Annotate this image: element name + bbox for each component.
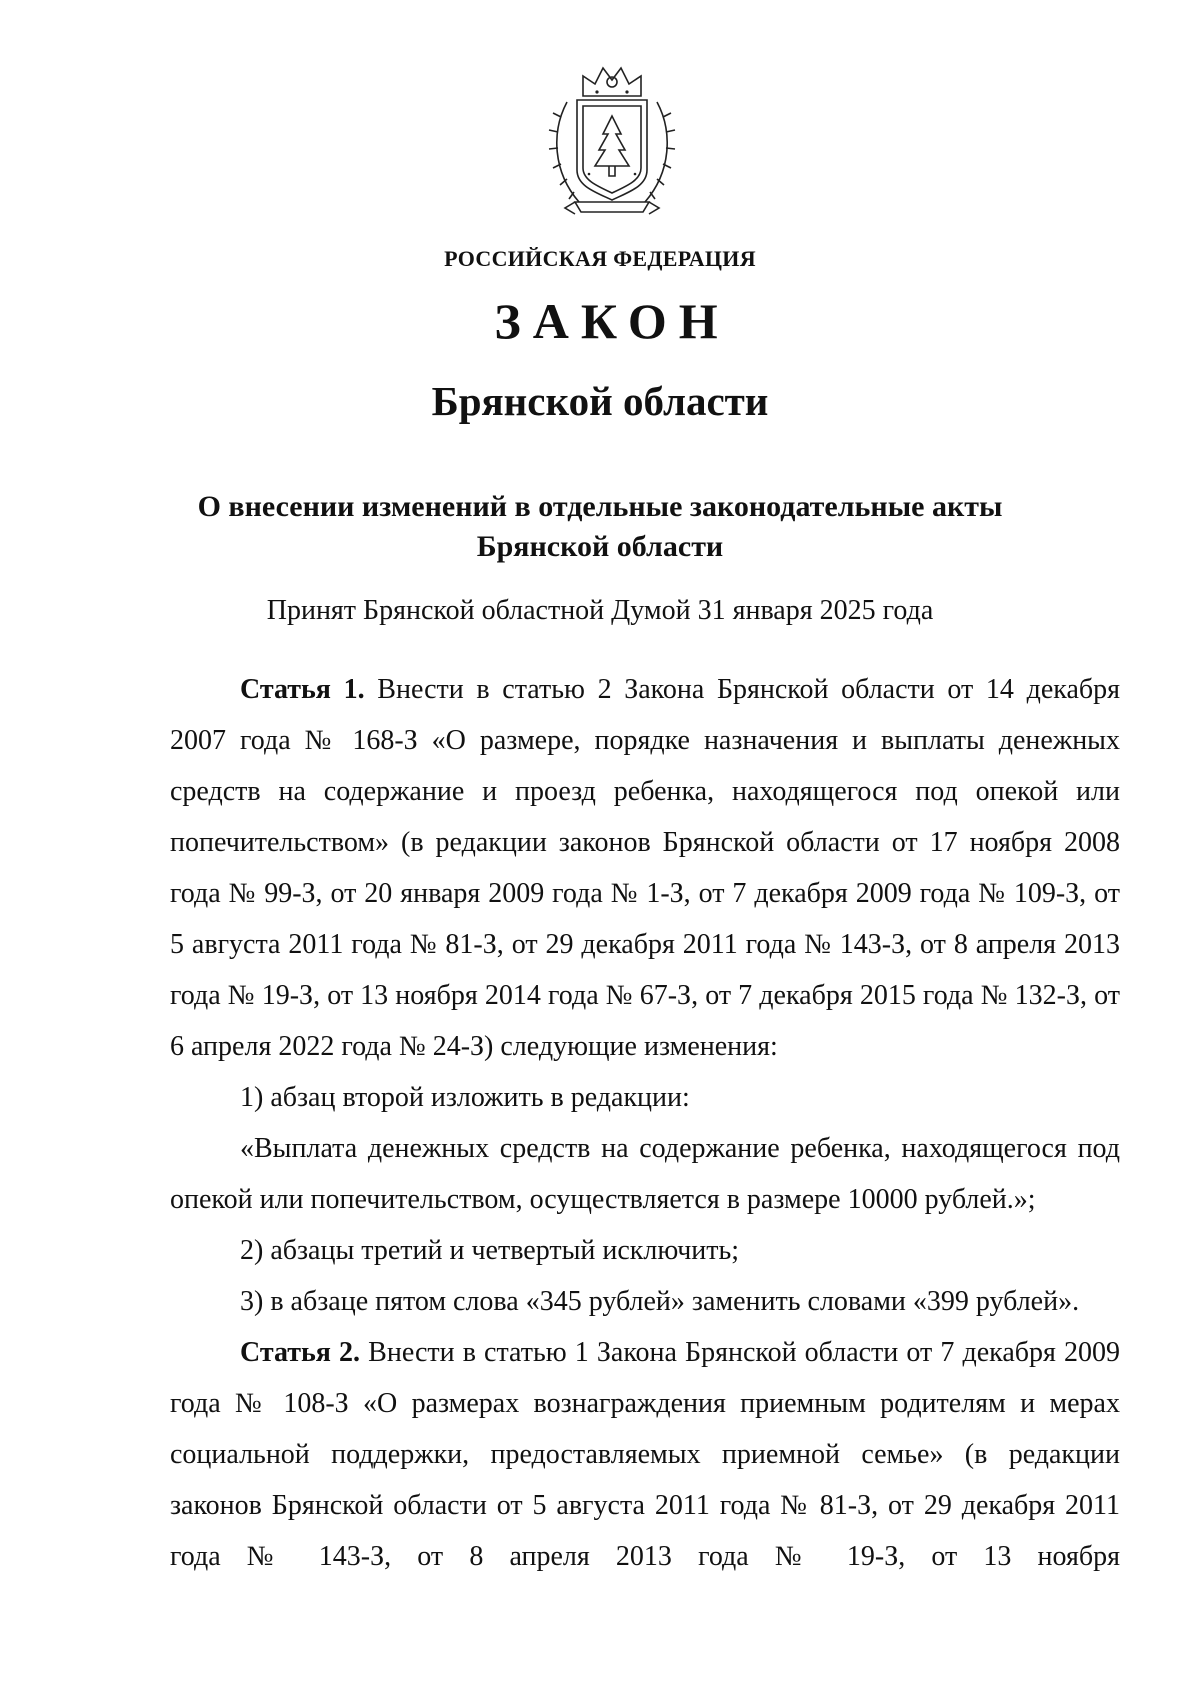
document-title [0, 487, 1200, 567]
law-heading: ЗАКОН [494, 293, 730, 349]
title-line-1: О внесении изменений в отдельные законодательные акты [197, 490, 1003, 523]
article-1-paragraph [170, 664, 1120, 1072]
title-line-2: Брянской области [476, 530, 724, 563]
coat-of-arms-icon [545, 62, 679, 220]
article-1-item-3: 3) в абзаце пятом слова «345 рублей» заменить словами «399 рублей». [240, 1286, 1080, 1317]
document-body [170, 664, 1120, 1582]
article-2-label: Статья 2. [240, 1337, 361, 1368]
article-1-text: Внести в статью 2 Закона Брянской области от 14 декабря 2007 года № 168-З «О размере, порядке назначения и выплаты денежных средств на содержание и проезд ребенка, находящегося под опекой или попечительством» (в редакции законов Брянской области от 17 ноября 2008 года № 99-З, от 20 января 2009 года № 1-З, от 7 декабря 2009 года № 109-З, от 5 августа 2011 года № 81-З, от 29 декабря 2011 года № 143-З, от 8 апреля 2013 года № 19-З, от 13 ноября 2014 года № 67-З, от 7 декабря 2015 года № 132-З, от 6 апреля 2022 года № 24-З) следующие изменения: [170, 674, 1121, 1062]
article-1-item-2: 2) абзацы третий и четвертый исключить; [240, 1235, 740, 1266]
article-1-item-quote: «Выплата денежных средств на содержание ребенка, находящегося под опекой или попечительством, осуществляется в размере 10000 рублей.»; [170, 1133, 1120, 1215]
adoption-note: Принят Брянской областной Думой 31 января 2025 года [266, 595, 934, 626]
federation-heading: РОССИЙСКАЯ ФЕДЕРАЦИЯ [444, 246, 756, 271]
article-2-text: Внести в статью 1 Закона Брянской области от 7 декабря 2009 года № 108-З «О размерах вознаграждения приемным родителям и мерах социальной поддержки, предоставляемых приемной семье» (в редакции законов Брянской области от 5 августа 2011 года № 81-З, от 29 декабря 2011 года № 143-З, от 8 апреля 2013 года № 19-З, от 13 ноября [170, 1337, 1120, 1572]
region-heading: Брянской области [431, 378, 769, 424]
article-1-label: Статья 1. [240, 674, 365, 705]
article-2-paragraph [170, 1327, 1120, 1582]
article-1-item-1: 1) абзац второй изложить в редакции: [240, 1082, 690, 1113]
